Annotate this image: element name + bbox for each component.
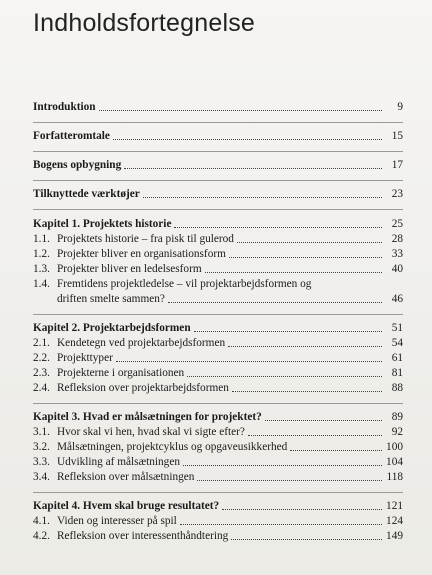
toc-entry-label: Refleksion over målsætningen bbox=[57, 471, 195, 483]
toc-entry-page: 89 bbox=[391, 411, 403, 423]
toc-section-number: 2.3. bbox=[33, 367, 50, 379]
divider bbox=[33, 209, 403, 210]
dot-leader bbox=[232, 390, 382, 392]
dot-leader bbox=[228, 345, 382, 347]
toc-entry-page: 9 bbox=[397, 101, 403, 113]
toc-entry-page: 25 bbox=[391, 218, 403, 230]
toc-entry-label: Projekterne i organisationen bbox=[57, 367, 185, 379]
toc-section-1-4-continued bbox=[33, 292, 403, 306]
toc-section-number: 2.1. bbox=[33, 337, 50, 349]
toc-entry-label: Kendetegn ved projektarbejdsformen bbox=[57, 337, 226, 349]
dot-leader bbox=[231, 538, 382, 540]
toc-section-4-2 bbox=[33, 529, 403, 543]
toc-section-number: 3.4. bbox=[33, 471, 50, 483]
toc-entry-label: Fremtidens projektledelse – vil projektarbejdsformen og bbox=[57, 278, 312, 290]
toc-entry-page: 124 bbox=[386, 515, 403, 527]
toc-entry-label: Introduktion bbox=[33, 101, 96, 113]
toc-entry-label: Tilknyttede værktøjer bbox=[33, 188, 140, 200]
toc-entry-label: Målsætningen, projektcyklus og opgaveusikkerhed bbox=[57, 441, 288, 453]
toc-section-number: 2.4. bbox=[33, 382, 50, 394]
dot-leader bbox=[124, 167, 382, 169]
toc-chapter-3 bbox=[33, 410, 403, 424]
divider bbox=[33, 492, 403, 493]
toc-entry-label: Projekttyper bbox=[57, 352, 113, 364]
toc-entry-label: Bogens opbygning bbox=[33, 159, 122, 171]
toc-section-number: 4.1. bbox=[33, 515, 50, 527]
toc-entry-label: Udvikling af målsætningen bbox=[57, 456, 180, 468]
toc-entry-page: 33 bbox=[391, 248, 403, 260]
dot-leader bbox=[290, 449, 382, 451]
dot-leader bbox=[113, 138, 382, 140]
toc-entry-page: 118 bbox=[386, 471, 403, 483]
dot-leader bbox=[197, 479, 382, 481]
toc-entry-page: 40 bbox=[391, 263, 403, 275]
dot-leader bbox=[143, 196, 382, 198]
toc-entry-page: 100 bbox=[386, 441, 403, 453]
dot-leader bbox=[205, 271, 382, 273]
toc-entry-page: 104 bbox=[386, 456, 403, 468]
toc-section-1-3 bbox=[33, 262, 403, 276]
toc-section-1-4 bbox=[33, 277, 403, 291]
toc-entry-page: 88 bbox=[391, 382, 403, 394]
toc-entry-page: 23 bbox=[391, 188, 403, 200]
toc-section-2-4 bbox=[33, 381, 403, 395]
dot-leader bbox=[183, 464, 382, 466]
toc-entry-page: 61 bbox=[391, 352, 403, 364]
toc-section-3-3 bbox=[33, 455, 403, 469]
toc-entry-page: 46 bbox=[391, 293, 403, 305]
dot-leader bbox=[237, 241, 382, 243]
toc-chapter-1 bbox=[33, 217, 403, 231]
dot-leader bbox=[194, 330, 382, 332]
toc-entry-label: Kapitel 2. Projektarbejdsformen bbox=[33, 322, 191, 334]
toc-section-number: 3.2. bbox=[33, 441, 50, 453]
toc-section-2-2 bbox=[33, 351, 403, 365]
toc-section-number: 4.2. bbox=[33, 530, 50, 542]
toc-entry-page: 121 bbox=[386, 500, 403, 512]
toc-entry-label: Refleksion over projektarbejdsformen bbox=[57, 382, 229, 394]
toc-entry-label: Refleksion over interessenthåndtering bbox=[57, 530, 229, 542]
toc-section-2-1 bbox=[33, 336, 403, 350]
toc-entry-page: 81 bbox=[391, 367, 403, 379]
dot-leader bbox=[116, 360, 382, 362]
toc-entry-page: 51 bbox=[391, 322, 403, 334]
toc-entry-label: Kapitel 1. Projektets historie bbox=[33, 218, 172, 230]
dot-leader bbox=[187, 375, 382, 377]
toc-entry-label: Projektets historie – fra pisk til gulerod bbox=[57, 233, 234, 245]
toc-entry-label: Hvor skal vi hen, hvad skal vi sigte efter? bbox=[57, 426, 245, 438]
toc-entry-label: Forfatteromtale bbox=[33, 130, 110, 142]
dot-leader bbox=[180, 523, 382, 525]
toc-entry-label: Kapitel 3. Hvad er målsætningen for projektet? bbox=[33, 411, 262, 423]
toc-entry-tilknyttede-vaerktoejer bbox=[33, 187, 403, 201]
toc-section-number: 3.3. bbox=[33, 456, 50, 468]
toc-entry-label: driften smelte sammen? bbox=[57, 293, 165, 305]
dot-leader bbox=[229, 256, 382, 258]
dot-leader bbox=[168, 301, 382, 303]
toc-section-4-1 bbox=[33, 514, 403, 528]
dot-leader bbox=[248, 434, 382, 436]
toc-chapter-4 bbox=[33, 499, 403, 513]
divider bbox=[33, 403, 403, 404]
page-title: Indholdsfortegnelse bbox=[33, 9, 256, 37]
toc-section-1-1 bbox=[33, 232, 403, 246]
toc-chapter-2 bbox=[33, 321, 403, 335]
dot-leader bbox=[265, 419, 382, 421]
toc-entry-label: Kapitel 4. Hvem skal bruge resultatet? bbox=[33, 500, 220, 512]
toc-section-2-3 bbox=[33, 366, 403, 380]
toc-section-3-1 bbox=[33, 425, 403, 439]
toc-entry-bogens-opbygning bbox=[33, 158, 403, 172]
toc-entry-page: 17 bbox=[391, 159, 403, 171]
toc-section-number: 1.2. bbox=[33, 248, 50, 260]
toc-entry-page: 15 bbox=[391, 130, 403, 142]
toc-section-number: 3.1. bbox=[33, 426, 50, 438]
toc-entry-page: 54 bbox=[391, 337, 403, 349]
toc-entry-forfatteromtale bbox=[33, 129, 403, 143]
divider bbox=[33, 180, 403, 181]
toc-section-number: 2.2. bbox=[33, 352, 50, 364]
toc-entry-label: Projekter bliver en organisationsform bbox=[57, 248, 226, 260]
dot-leader bbox=[174, 226, 382, 228]
toc-section-number: 1.1. bbox=[33, 233, 50, 245]
divider bbox=[33, 122, 403, 123]
toc-entry-page: 149 bbox=[386, 530, 403, 542]
divider bbox=[33, 151, 403, 152]
dot-leader bbox=[222, 508, 382, 510]
toc-section-3-2 bbox=[33, 440, 403, 454]
toc-section-1-2 bbox=[33, 247, 403, 261]
toc-entry-label: Viden og interesser på spil bbox=[57, 515, 177, 527]
toc-entry-page: 28 bbox=[391, 233, 403, 245]
dot-leader bbox=[99, 109, 382, 111]
divider bbox=[33, 314, 403, 315]
toc-section-3-4 bbox=[33, 470, 403, 484]
toc-entry-introduktion bbox=[33, 100, 403, 114]
toc-entry-page: 92 bbox=[391, 426, 403, 438]
toc-section-number: 1.4. bbox=[33, 278, 50, 290]
toc-entry-label: Projekter bliver en ledelsesform bbox=[57, 263, 202, 275]
toc-section-number: 1.3. bbox=[33, 263, 50, 275]
